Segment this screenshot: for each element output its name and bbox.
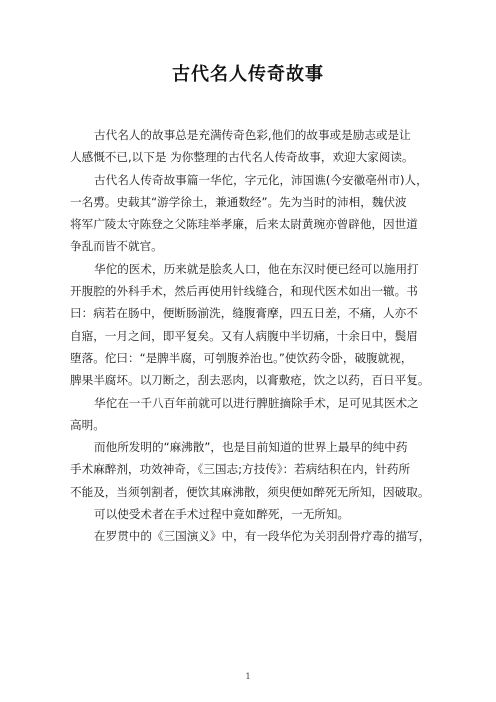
document-title: 古代名人传奇故事 (172, 64, 324, 85)
paragraph-line: 堕落。佗曰：“是脾半腐，可刳腹养治也。”使饮药令卧，破腹就视， (70, 350, 413, 365)
paragraph-line: 自寤，一月之间，即平复矣。又有人病腹中半切痛，十余日中，鬓眉 (70, 328, 418, 343)
paragraph-line: 而他所发明的“麻沸散”，也是目前知道的世界上最早的纯中药 (94, 440, 408, 455)
page-number: 1 (245, 672, 251, 681)
paragraph-line: 争乱而皆不就官。 (70, 239, 163, 254)
paragraph-line: 在罗贯中的《三国演义》中，有一段华佗为关羽刮骨疗毒的描写， (94, 529, 431, 544)
paragraph-line: 将军广陵太守陈登之父陈珪举孝廉，后来太尉黄琬亦曾辟他，因世道 (70, 217, 418, 232)
paragraph-line: 不能及，当须刳割者，便饮其麻沸散，须臾便如醉死无所知，因破取。 (70, 484, 430, 499)
paragraph-line: 华佗的医术，历来就是脍炙人口，他在东汉时便已经可以施用打 (94, 261, 419, 276)
paragraph-line: 开腹腔的外科手术，然后再使用针线缝合，和现代医术如出一辙。书 (70, 284, 418, 299)
paragraph-line: 古代名人传奇故事篇一华佗，字元化，沛国谯(今安徽亳州市)人， (94, 172, 428, 187)
paragraph-line: 可以使受术者在手术过程中竟如醉死，一无所知。 (94, 507, 350, 522)
paragraph-line: 手术麻醉剂，功效神奇，《三国志;方技传》：若病结积在内，针药所 (70, 462, 411, 477)
paragraph-line: 人感慨不已,以下是 为你整理的古代名人传奇故事，欢迎大家阅读。 (70, 150, 414, 165)
paragraph-line: 脾果半腐坏。以刀断之，刮去恶肉，以膏敷疮，饮之以药，百日平复。 (70, 373, 430, 388)
paragraph-line: 华佗在一千八百年前就可以进行脾脏摘除手术，足可见其医术之 (94, 395, 419, 410)
paragraph-line: 古代名人的故事总是充满传奇色彩,他们的故事或是励志或是让 (94, 128, 411, 142)
paragraph-line: 高明。 (70, 417, 105, 432)
paragraph-line: 一名旉。史载其“游学徐土，兼通数经”。先为当时的沛相，魏伏波 (70, 194, 407, 209)
paragraph-line: 曰：病若在肠中，便断肠湔洗，缝腹膏摩，四五日差，不痛，人亦不 (70, 306, 418, 321)
document-body (70, 124, 431, 548)
